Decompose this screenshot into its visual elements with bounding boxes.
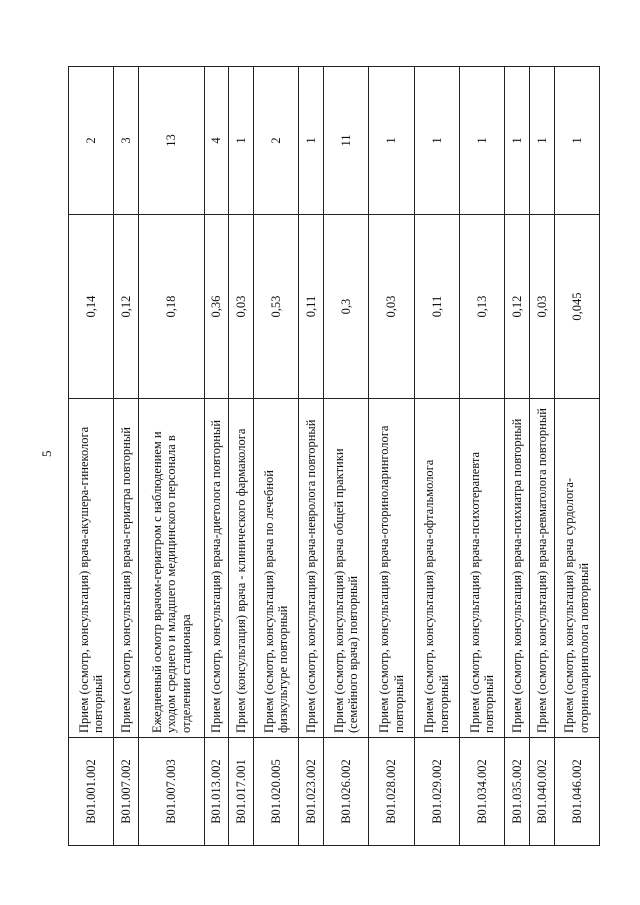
service-name-cell: Прием (осмотр, консультация) врача-невролога повторный <box>299 399 324 738</box>
table-row <box>369 67 414 846</box>
service-name-cell: Прием (осмотр, консультация) врача-ревматолога повторный <box>529 399 554 738</box>
multiplicity-cell: 13 <box>138 67 204 215</box>
service-name-cell: Прием (осмотр, консультация) врача-психиатра повторный <box>505 399 530 738</box>
frequency-cell: 0,03 <box>369 215 414 399</box>
frequency-cell: 0,12 <box>505 215 530 399</box>
service-code-cell: B01.046.002 <box>554 738 599 846</box>
service-name-cell: Ежедневный осмотр врачом-гериатром с наблюдением и уходом среднего и младшего медицинского персонала в отделении стационара <box>138 399 204 738</box>
service-name-cell: Прием (осмотр, консультация) врача-акушера-гинеколога повторный <box>69 399 114 738</box>
service-code-cell: B01.029.002 <box>414 738 459 846</box>
table-row <box>324 67 369 846</box>
frequency-cell: 0,12 <box>114 215 139 399</box>
service-name-cell: Прием (осмотр, консультация) врача-офтальмолога повторный <box>414 399 459 738</box>
frequency-cell: 0,045 <box>554 215 599 399</box>
service-code-cell: B01.013.002 <box>204 738 229 846</box>
multiplicity-cell: 2 <box>254 67 299 215</box>
table-row <box>204 67 229 846</box>
service-name-cell: Прием (осмотр, консультация) врача-оториноларинголога повторный <box>369 399 414 738</box>
multiplicity-cell: 11 <box>324 67 369 215</box>
frequency-cell: 0,18 <box>138 215 204 399</box>
service-code-cell: B01.034.002 <box>459 738 504 846</box>
multiplicity-cell: 1 <box>554 67 599 215</box>
services-table <box>68 66 600 846</box>
service-code-cell: B01.023.002 <box>299 738 324 846</box>
service-code-cell: B01.026.002 <box>324 738 369 846</box>
multiplicity-cell: 1 <box>229 67 254 215</box>
table-row <box>529 67 554 846</box>
frequency-cell: 0,53 <box>254 215 299 399</box>
frequency-cell: 0,03 <box>529 215 554 399</box>
service-code-cell: B01.040.002 <box>529 738 554 846</box>
services-table-body <box>69 67 600 846</box>
table-row <box>138 67 204 846</box>
table-row <box>554 67 599 846</box>
table-row <box>414 67 459 846</box>
frequency-cell: 0,03 <box>229 215 254 399</box>
service-name-cell: Прием (осмотр, консультация) врача-диетолога повторный <box>204 399 229 738</box>
multiplicity-cell: 1 <box>299 67 324 215</box>
multiplicity-cell: 1 <box>414 67 459 215</box>
multiplicity-cell: 4 <box>204 67 229 215</box>
frequency-cell: 0,36 <box>204 215 229 399</box>
table-row <box>69 67 114 846</box>
service-code-cell: B01.028.002 <box>369 738 414 846</box>
service-name-cell: Прием (осмотр, консультация) врача сурдолога-оториноларинголога повторный <box>554 399 599 738</box>
service-code-cell: B01.007.003 <box>138 738 204 846</box>
service-name-cell: Прием (осмотр, консультация) врача по лечебной физкультуре повторный <box>254 399 299 738</box>
frequency-cell: 0,14 <box>69 215 114 399</box>
frequency-cell: 0,11 <box>414 215 459 399</box>
frequency-cell: 0,13 <box>459 215 504 399</box>
multiplicity-cell: 1 <box>369 67 414 215</box>
service-code-cell: B01.001.002 <box>69 738 114 846</box>
table-row <box>459 67 504 846</box>
service-code-cell: B01.035.002 <box>505 738 530 846</box>
multiplicity-cell: 1 <box>459 67 504 215</box>
frequency-cell: 0,3 <box>324 215 369 399</box>
table-row <box>299 67 324 846</box>
table-row <box>254 67 299 846</box>
service-code-cell: B01.020.005 <box>254 738 299 846</box>
service-name-cell: Прием (осмотр, консультация) врача-психотерапевта повторный <box>459 399 504 738</box>
document-body <box>68 66 600 846</box>
table-row <box>505 67 530 846</box>
multiplicity-cell: 3 <box>114 67 139 215</box>
service-name-cell: Прием (осмотр, консультация) врача-гериатра повторный <box>114 399 139 738</box>
frequency-cell: 0,11 <box>299 215 324 399</box>
page-number: 5 <box>39 450 54 457</box>
table-row <box>229 67 254 846</box>
multiplicity-cell: 1 <box>529 67 554 215</box>
service-code-cell: B01.017.001 <box>229 738 254 846</box>
multiplicity-cell: 2 <box>69 67 114 215</box>
table-row <box>114 67 139 846</box>
service-name-cell: Прием (консультация) врача - клинического фармаколога <box>229 399 254 738</box>
service-name-cell: Прием (осмотр, консультация) врача общей практики (семейного врача) повторный <box>324 399 369 738</box>
multiplicity-cell: 1 <box>505 67 530 215</box>
service-code-cell: B01.007.002 <box>114 738 139 846</box>
